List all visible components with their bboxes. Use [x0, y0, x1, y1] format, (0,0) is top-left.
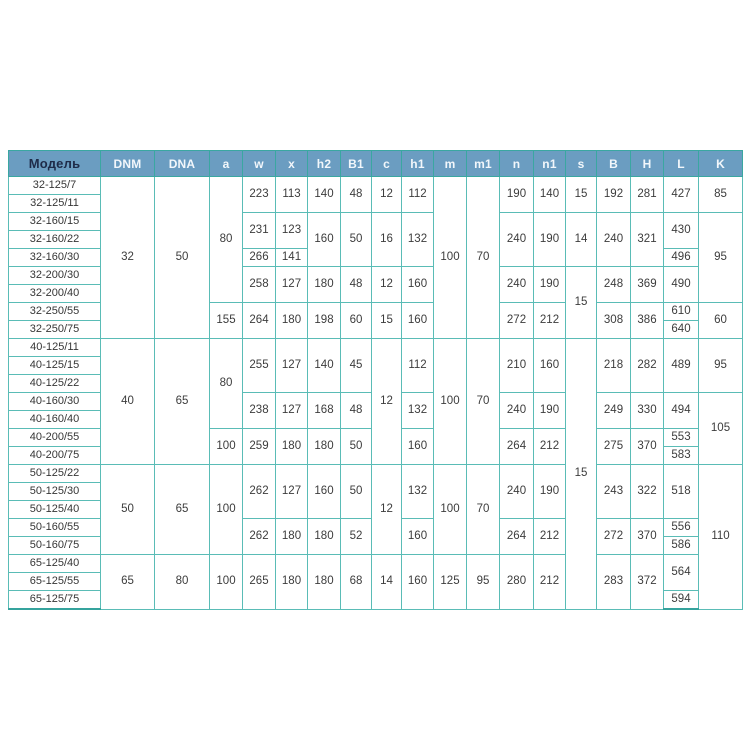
data-cell-x: 127	[276, 267, 308, 303]
model-cell: 50-125/22	[9, 465, 101, 483]
data-cell-l: 583	[664, 447, 699, 465]
data-cell-m: 100	[434, 339, 467, 465]
table-row	[9, 339, 743, 357]
model-cell: 65-125/75	[9, 591, 101, 610]
model-cell: 32-125/7	[9, 177, 101, 195]
data-cell-w: 259	[243, 429, 276, 465]
data-cell-x: 127	[276, 339, 308, 393]
table-row	[9, 555, 743, 573]
data-cell-b1: 48	[341, 393, 372, 429]
data-cell-a: 100	[210, 555, 243, 610]
data-cell-n: 280	[500, 555, 534, 610]
data-cell-k: 105	[699, 393, 743, 465]
data-cell-h: 322	[631, 465, 664, 519]
header-cell-m1: m1	[467, 151, 500, 177]
model-cell: 50-160/55	[9, 519, 101, 537]
data-cell-m1: 95	[467, 555, 500, 610]
data-cell-h1: 160	[402, 267, 434, 303]
data-cell-h2: 180	[308, 555, 341, 610]
model-cell: 40-125/22	[9, 375, 101, 393]
data-cell-m: 100	[434, 465, 467, 555]
data-cell-n: 264	[500, 519, 534, 555]
data-cell-h1: 160	[402, 555, 434, 610]
data-cell-h2: 140	[308, 177, 341, 213]
header-cell-b1: B1	[341, 151, 372, 177]
data-cell-l: 496	[664, 249, 699, 267]
table-header	[9, 151, 743, 177]
data-cell-h1: 132	[402, 393, 434, 429]
header-cell-m: m	[434, 151, 467, 177]
model-cell: 40-200/55	[9, 429, 101, 447]
data-cell-c: 16	[372, 213, 402, 267]
data-cell-h1: 132	[402, 213, 434, 267]
data-cell-k: 95	[699, 339, 743, 393]
data-cell-s: 14	[566, 213, 597, 267]
data-cell-s: 15	[566, 339, 597, 610]
model-cell: 40-160/30	[9, 393, 101, 411]
data-cell-n1: 140	[534, 177, 566, 213]
header-cell-x: x	[276, 151, 308, 177]
data-cell-b: 248	[597, 267, 631, 303]
data-cell-h: 330	[631, 393, 664, 429]
data-cell-w: 258	[243, 267, 276, 303]
data-cell-w: 231	[243, 213, 276, 249]
data-cell-dna: 65	[155, 465, 210, 555]
data-cell-n: 272	[500, 303, 534, 339]
model-cell: 32-160/15	[9, 213, 101, 231]
data-cell-c: 12	[372, 339, 402, 465]
data-cell-h2: 180	[308, 267, 341, 303]
data-cell-h2: 180	[308, 519, 341, 555]
data-cell-b: 192	[597, 177, 631, 213]
data-cell-dnm: 40	[101, 339, 155, 465]
data-cell-dnm: 32	[101, 177, 155, 339]
data-cell-h1: 112	[402, 339, 434, 393]
data-cell-a: 100	[210, 429, 243, 465]
data-cell-dna: 65	[155, 339, 210, 465]
data-cell-l: 564	[664, 555, 699, 591]
data-cell-dna: 80	[155, 555, 210, 610]
data-cell-x: 113	[276, 177, 308, 213]
model-cell: 32-125/11	[9, 195, 101, 213]
data-cell-h: 386	[631, 303, 664, 339]
data-cell-b1: 50	[341, 429, 372, 465]
data-cell-x: 180	[276, 555, 308, 610]
data-cell-dna: 50	[155, 177, 210, 339]
data-cell-a: 155	[210, 303, 243, 339]
data-cell-k: 60	[699, 303, 743, 339]
data-cell-b1: 48	[341, 177, 372, 213]
data-cell-dnm: 65	[101, 555, 155, 610]
data-cell-b1: 60	[341, 303, 372, 339]
data-cell-h1: 132	[402, 465, 434, 519]
data-cell-h2: 168	[308, 393, 341, 429]
header-cell-n: n	[500, 151, 534, 177]
data-cell-n1: 190	[534, 465, 566, 519]
dimensions-table	[8, 150, 743, 610]
data-cell-h2: 180	[308, 429, 341, 465]
data-cell-h: 321	[631, 213, 664, 267]
data-cell-b: 243	[597, 465, 631, 519]
data-cell-n1: 190	[534, 213, 566, 267]
header-cell-model: Модель	[9, 151, 101, 177]
data-cell-w: 266	[243, 249, 276, 267]
data-cell-b1: 52	[341, 519, 372, 555]
model-cell: 50-125/30	[9, 483, 101, 501]
data-cell-b1: 45	[341, 339, 372, 393]
data-cell-a: 100	[210, 465, 243, 555]
data-cell-l: 556	[664, 519, 699, 537]
data-cell-n: 240	[500, 213, 534, 267]
data-cell-m1: 70	[467, 339, 500, 465]
data-cell-n1: 190	[534, 267, 566, 303]
data-cell-h: 281	[631, 177, 664, 213]
data-cell-s: 15	[566, 177, 597, 213]
data-cell-h1: 160	[402, 519, 434, 555]
model-cell: 32-160/22	[9, 231, 101, 249]
data-cell-h1: 160	[402, 429, 434, 465]
data-cell-b: 308	[597, 303, 631, 339]
data-cell-n: 240	[500, 465, 534, 519]
header-cell-n1: n1	[534, 151, 566, 177]
data-cell-b: 240	[597, 213, 631, 267]
data-cell-b: 272	[597, 519, 631, 555]
data-cell-h2: 160	[308, 465, 341, 519]
model-cell: 32-200/40	[9, 285, 101, 303]
data-cell-c: 12	[372, 177, 402, 213]
table-body	[9, 177, 743, 610]
header-row	[9, 151, 743, 177]
model-cell: 32-160/30	[9, 249, 101, 267]
model-cell: 32-250/75	[9, 321, 101, 339]
data-cell-b: 275	[597, 429, 631, 465]
model-cell: 40-160/40	[9, 411, 101, 429]
model-cell: 40-125/11	[9, 339, 101, 357]
data-cell-l: 427	[664, 177, 699, 213]
data-cell-x: 127	[276, 393, 308, 429]
data-cell-l: 430	[664, 213, 699, 249]
data-cell-n: 240	[500, 267, 534, 303]
header-cell-k: K	[699, 151, 743, 177]
model-cell: 40-125/15	[9, 357, 101, 375]
header-cell-dnm: DNM	[101, 151, 155, 177]
data-cell-h1: 160	[402, 303, 434, 339]
table-row	[9, 177, 743, 195]
data-cell-h: 369	[631, 267, 664, 303]
table-row	[9, 465, 743, 483]
data-cell-c: 15	[372, 303, 402, 339]
data-cell-h: 370	[631, 519, 664, 555]
data-cell-h1: 112	[402, 177, 434, 213]
model-cell: 65-125/55	[9, 573, 101, 591]
data-cell-l: 494	[664, 393, 699, 429]
data-cell-n1: 212	[534, 429, 566, 465]
data-cell-b: 283	[597, 555, 631, 610]
data-cell-l: 610	[664, 303, 699, 321]
data-cell-b1: 50	[341, 465, 372, 519]
data-cell-w: 255	[243, 339, 276, 393]
data-cell-m1: 70	[467, 177, 500, 339]
data-cell-l: 586	[664, 537, 699, 555]
data-cell-x: 127	[276, 465, 308, 519]
data-cell-l: 553	[664, 429, 699, 447]
data-cell-b1: 48	[341, 267, 372, 303]
data-cell-h: 282	[631, 339, 664, 393]
data-cell-w: 262	[243, 519, 276, 555]
header-cell-b: B	[597, 151, 631, 177]
data-cell-k: 110	[699, 465, 743, 610]
data-cell-c: 12	[372, 267, 402, 303]
model-cell: 32-250/55	[9, 303, 101, 321]
data-cell-c: 14	[372, 555, 402, 610]
header-cell-h2: h2	[308, 151, 341, 177]
data-cell-b: 249	[597, 393, 631, 429]
model-cell: 40-200/75	[9, 447, 101, 465]
data-cell-h2: 160	[308, 213, 341, 267]
header-cell-s: s	[566, 151, 597, 177]
model-cell: 65-125/40	[9, 555, 101, 573]
data-cell-n: 240	[500, 393, 534, 429]
data-cell-n1: 212	[534, 555, 566, 610]
data-cell-x: 180	[276, 429, 308, 465]
header-cell-a: a	[210, 151, 243, 177]
data-cell-b1: 68	[341, 555, 372, 610]
data-cell-b: 218	[597, 339, 631, 393]
data-cell-w: 223	[243, 177, 276, 213]
data-cell-b1: 50	[341, 213, 372, 267]
data-cell-a: 80	[210, 339, 243, 429]
data-cell-x: 180	[276, 303, 308, 339]
data-cell-x: 123	[276, 213, 308, 249]
data-cell-n1: 160	[534, 339, 566, 393]
data-cell-m: 125	[434, 555, 467, 610]
data-cell-l: 518	[664, 465, 699, 519]
data-cell-h2: 140	[308, 339, 341, 393]
data-cell-m1: 70	[467, 465, 500, 555]
data-cell-n1: 190	[534, 393, 566, 429]
data-cell-h: 372	[631, 555, 664, 610]
header-cell-l: L	[664, 151, 699, 177]
model-cell: 50-160/75	[9, 537, 101, 555]
data-cell-x: 180	[276, 519, 308, 555]
data-cell-w: 264	[243, 303, 276, 339]
data-cell-w: 262	[243, 465, 276, 519]
model-cell: 50-125/40	[9, 501, 101, 519]
data-cell-k: 95	[699, 213, 743, 303]
data-cell-n: 190	[500, 177, 534, 213]
data-cell-h2: 198	[308, 303, 341, 339]
header-cell-w: w	[243, 151, 276, 177]
data-cell-m: 100	[434, 177, 467, 339]
header-cell-c: c	[372, 151, 402, 177]
data-cell-c: 12	[372, 465, 402, 555]
data-cell-n1: 212	[534, 303, 566, 339]
data-cell-w: 265	[243, 555, 276, 610]
data-cell-n: 264	[500, 429, 534, 465]
data-cell-l: 490	[664, 267, 699, 303]
data-cell-n1: 212	[534, 519, 566, 555]
data-cell-k: 85	[699, 177, 743, 213]
data-cell-a: 80	[210, 177, 243, 303]
header-cell-h1: h1	[402, 151, 434, 177]
header-cell-dna: DNA	[155, 151, 210, 177]
model-cell: 32-200/30	[9, 267, 101, 285]
data-cell-l: 640	[664, 321, 699, 339]
data-cell-l: 594	[664, 591, 699, 610]
header-cell-h: H	[631, 151, 664, 177]
data-cell-dnm: 50	[101, 465, 155, 555]
data-cell-h: 370	[631, 429, 664, 465]
data-cell-s: 15	[566, 267, 597, 339]
data-cell-n: 210	[500, 339, 534, 393]
data-cell-w: 238	[243, 393, 276, 429]
data-cell-x: 141	[276, 249, 308, 267]
data-cell-l: 489	[664, 339, 699, 393]
